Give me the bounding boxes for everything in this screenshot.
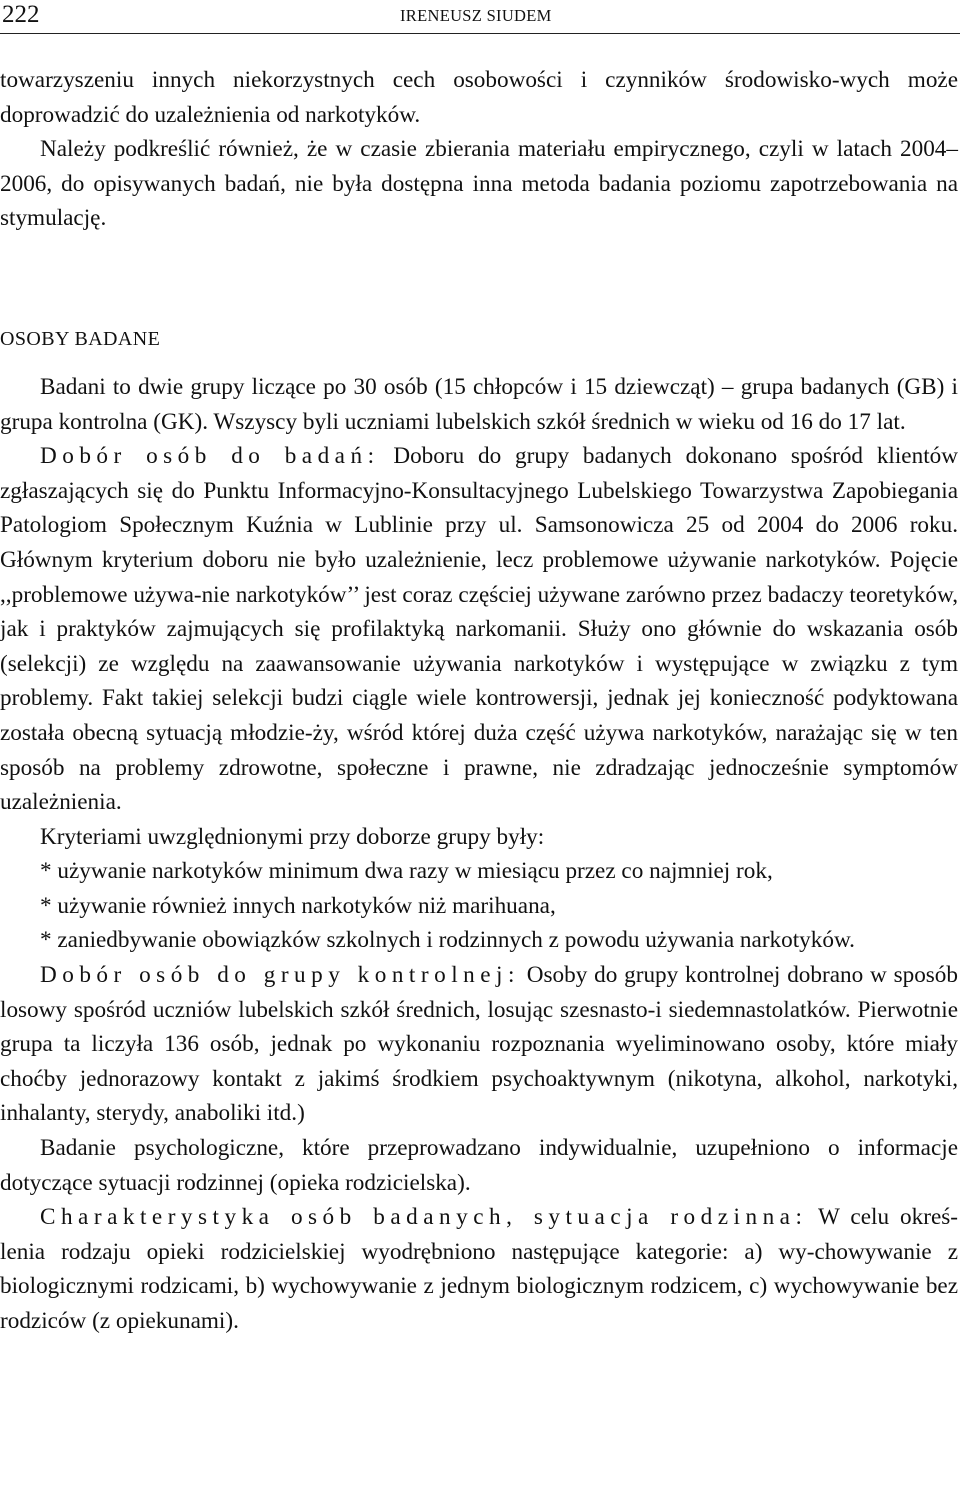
list-item: * używanie narkotyków minimum dwa razy w miesiącu przez co najmniej rok, [40,858,773,885]
list-item: * używanie również innych narkotyków niż marihuana, [40,892,556,919]
paragraph-text: Doboru do grupy badanych dokonano spośród klientów zgłaszających się do Punktu Informacyjno-Konsultacyjnego Lubelskiego Towarzystwa Zapobiegania Patologiom Społecznym Kuźnia w Lublinie przy ul. Samsonowicza 25 od 2004 do 2006 roku. Głównym kryterium doboru nie było uzależnienie, lecz problemowe używanie narkotyków. Pojęcie ,,problemowe używa-nie narkotyków’’ jest coraz częściej używane zarówno przez badaczy teoretyków, jak i praktyków zajmujących się profilaktyką narkomanii. Służy ono głównie do wskazania osób (selekcji) ze względu na zaawansowanie używania narkotyków i występujące w związku z tym problemy. Fakt takiej selekcji budzi ciągle wiele kontrowersji, jednak jej konieczność podyktowana została obecną sytuacją młodzie-ży, wśród której duża część używa narkotyków, narażając się w ten sposób na problemy zdrowotne, społeczne i prawne, nie zdradzając jednocześnie symptomów uzależnienia. [0,443,958,816]
body-text [0,63,958,1339]
paragraph [0,1200,958,1338]
paragraph: Badani to dwie grupy liczące po 30 osób (15 chłopców i 15 dziewcząt) – grupa badanych (GB) i grupa kontrolna (GK). Wszyscy byli uczniami lubelskich szkół średnich w wieku od 16 do 17 lat. [0,373,958,435]
run-in-heading: Dobór osób do grupy kontrolnej: [40,962,520,989]
header-rule [0,33,960,34]
paragraph: Badanie psychologiczne, które przeprowadzano indywidualnie, uzupełniono o informacje dotyczące sytuacji rodzinnej (opieka rodzicielska). [0,1135,958,1196]
page-header [0,0,960,40]
section-spacer [0,356,958,370]
run-in-heading: Dobór osób do badań: [40,443,380,470]
section-spacer [0,236,958,322]
section-heading: OSOBY BADANE [0,327,161,350]
paragraph [0,958,958,1131]
paragraph: Kryteriami uwzględnionymi przy doborze grupy były: [40,823,545,850]
paragraph-text: Osoby do grupy kontrolnej dobrano w sposób losowy spośród uczniów lubelskich szkół średnich, losując szesnasto-i siedemnastolatków. Pierwotnie grupa ta liczyła 136 osób, jednak po wykonaniu rozpoznania wyeliminowano osoby, które miały choćby jednorazowy kontakt z jakimś środkiem psychoaktywnym (nikotyna, alkohol, narkotyki, inhalanty, sterydy, anaboliki itd.) [0,962,958,1127]
paragraph-text: W celu okreś-lenia rodzaju opieki rodzicielskiej wyodrębniono następujące kategorie: a) wy-chowywanie z biologicznymi rodzicami, b) wychowywanie z jednym biologicznym rodzicem, c) wychowywanie bez rodziców (z opiekunami). [0,1204,958,1334]
run-in-heading: Charakterystyka osób badanych, sytuacja rodzinna: [40,1204,808,1231]
list-item: * zaniedbywanie obowiązków szkolnych i rodzinnych z powodu używania narkotyków. [40,927,855,954]
paragraph: Należy podkreślić również, że w czasie zbierania materiału empirycznego, czyli w latach 2004–2006, do opisywanych badań, nie była dostępna inna metoda badania poziomu zapotrzebowania na stymulację. [0,136,958,232]
paragraph [0,439,958,820]
page-number: 222 [2,1,40,28]
paragraph: towarzyszeniu innych niekorzystnych cech osobowości i czynników środowisko-wych może doprowadzić do uzależnienia od narkotyków. [0,67,958,128]
running-head: IRENEUSZ SIUDEM [400,6,552,25]
